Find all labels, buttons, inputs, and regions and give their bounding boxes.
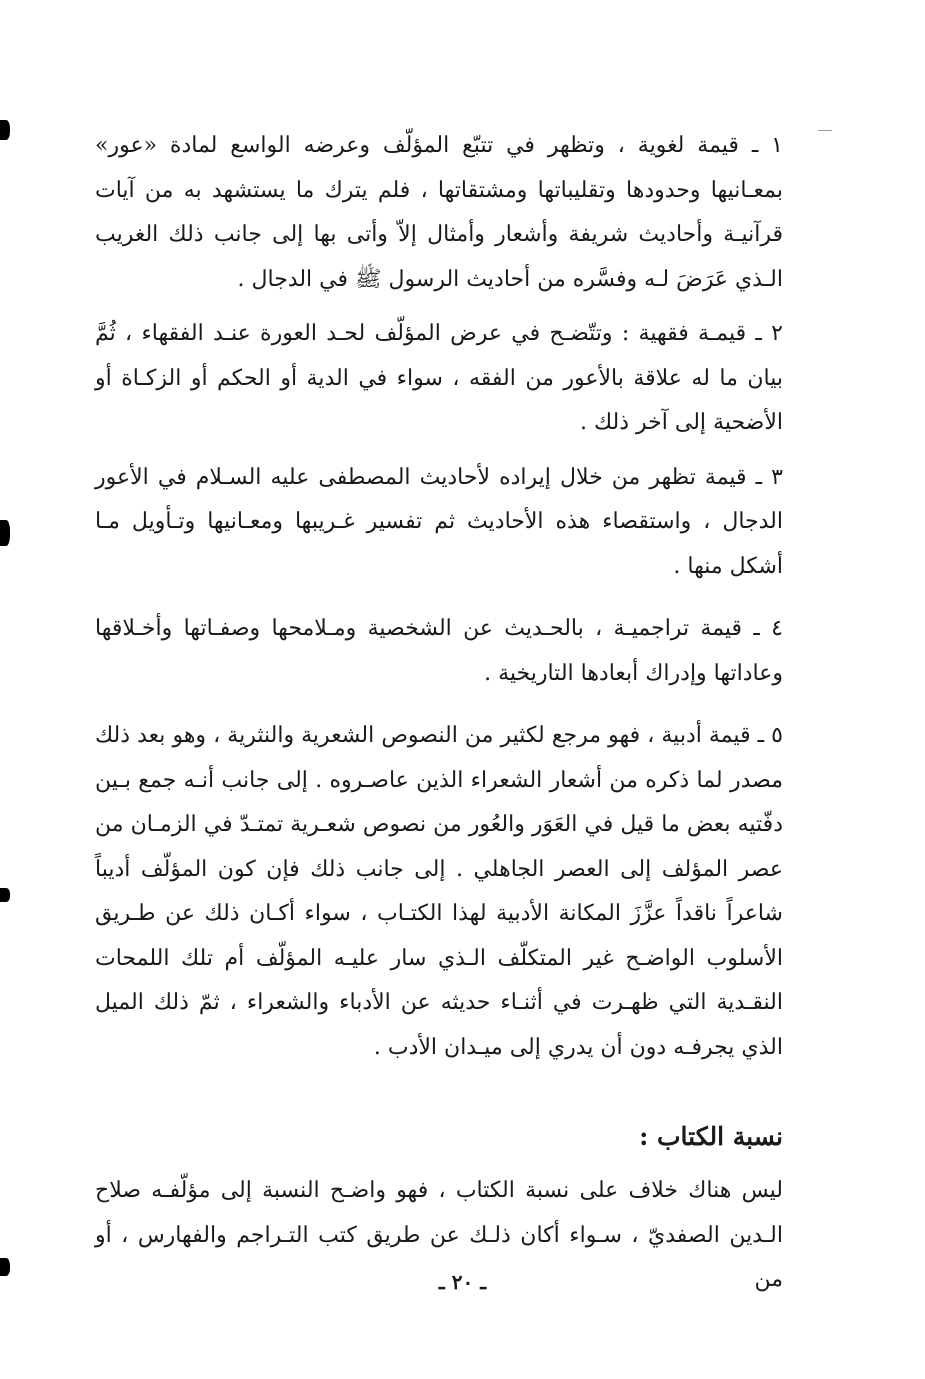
paragraph-book-attribution: ليس هناك خلاف على نسبة الكتاب ، فهو واضـح النسبة إلى مؤلّفـه صلاح الـدين الصفديّ ، سـواء أكان ذلـك عن طريق كتب التـراجم والفهارس ، أو من [95,1178,783,1292]
paragraph-literary-value: ٥ ـ قيمة أدبية ، فهو مرجع لكثير من النصوص الشعرية والنثرية ، وهو بعد ذلك مصدر لما ذكره من أشعار الشعراء الذين عاصـروه . إلى جانب أنـه جمع بـين دفّتيه بعض ما قيل في العَوَر والعُور من نصوص شعـرية تمتـدّ في الزمـان من عصر المؤلف إلى العصر الجاهلي . إلى جانب ذلك فإن كون المؤلّف أديباً شاعراً ناقداً عزَّزَ المكانة الأدبية لهذا الكتـاب ، سواء أكـان ذلك عن طـريق الأسلوب الواضـح غير المتكلّف الـذي سار عليـه المؤلّف أم تلك اللمحات النقـدية التي ظهـرت في أثنـاء حديثه عن الأدباء والشعراء ، ثمّ ذلك الميل الذي يجرفـه دون أن يدري إلى ميـدان الأدب . [95,723,783,1060]
scan-edge-mark [0,888,10,902]
paragraph-jurisprudential-value: ٢ ـ قيمـة فقهية : وتتّضـح في عرض المؤلّف لحـد العورة عنـد الفقهاء ، ثُمَّ بيان ما له علاقة بالأعور من الفقه ، سواء في الدية أو الحكم أو الزكـاة أو الأضحية إلى آخر ذلك . [95,321,783,435]
scan-edge-mark [0,520,10,546]
paragraph-biographical-value: ٤ ـ قيمة تراجميـة ، بالحـديث عن الشخصية ومـلامحها وصفـاتها وأخـلاقها وعاداتها وإدراك أبعادها التاريخية . [95,616,783,686]
page-number: ـ ٢٠ ـ [438,1270,487,1294]
paragraph-hadith-value: ٣ ـ قيمة تظهر من خلال إيراده لأحاديث المصطفى عليه السـلام في الأعور الدجال ، واستقصاء هذه الأحاديث ثم تفسير غـريبها ومعـانيها وتـأويل مـا أشكل منها . [95,464,783,579]
page-body [95,124,783,1303]
scan-corner-dash [818,130,832,131]
section-heading-book-attribution: نسبة الكتاب : [639,1122,783,1151]
paragraph-linguistic-value: ١ ـ قيمة لغوية ، وتظهر في تتبّع المؤلّف وعرضه الواسع لمادة «عور» بمعـانيها وحدودها وتقليباتها ومشتقاتها ، فلم يترك ما يستشهد به من آيات قرآنيـة وأحاديث شريفة وأشعار وأمثال إلاّ وأتى بها إلى جانب ذلك الغريب الـذي عَرَضَ لـه وفسَّره من أحاديث الرسول ﷺ في الدجال . [95,133,783,292]
scan-edge-mark [0,120,10,140]
